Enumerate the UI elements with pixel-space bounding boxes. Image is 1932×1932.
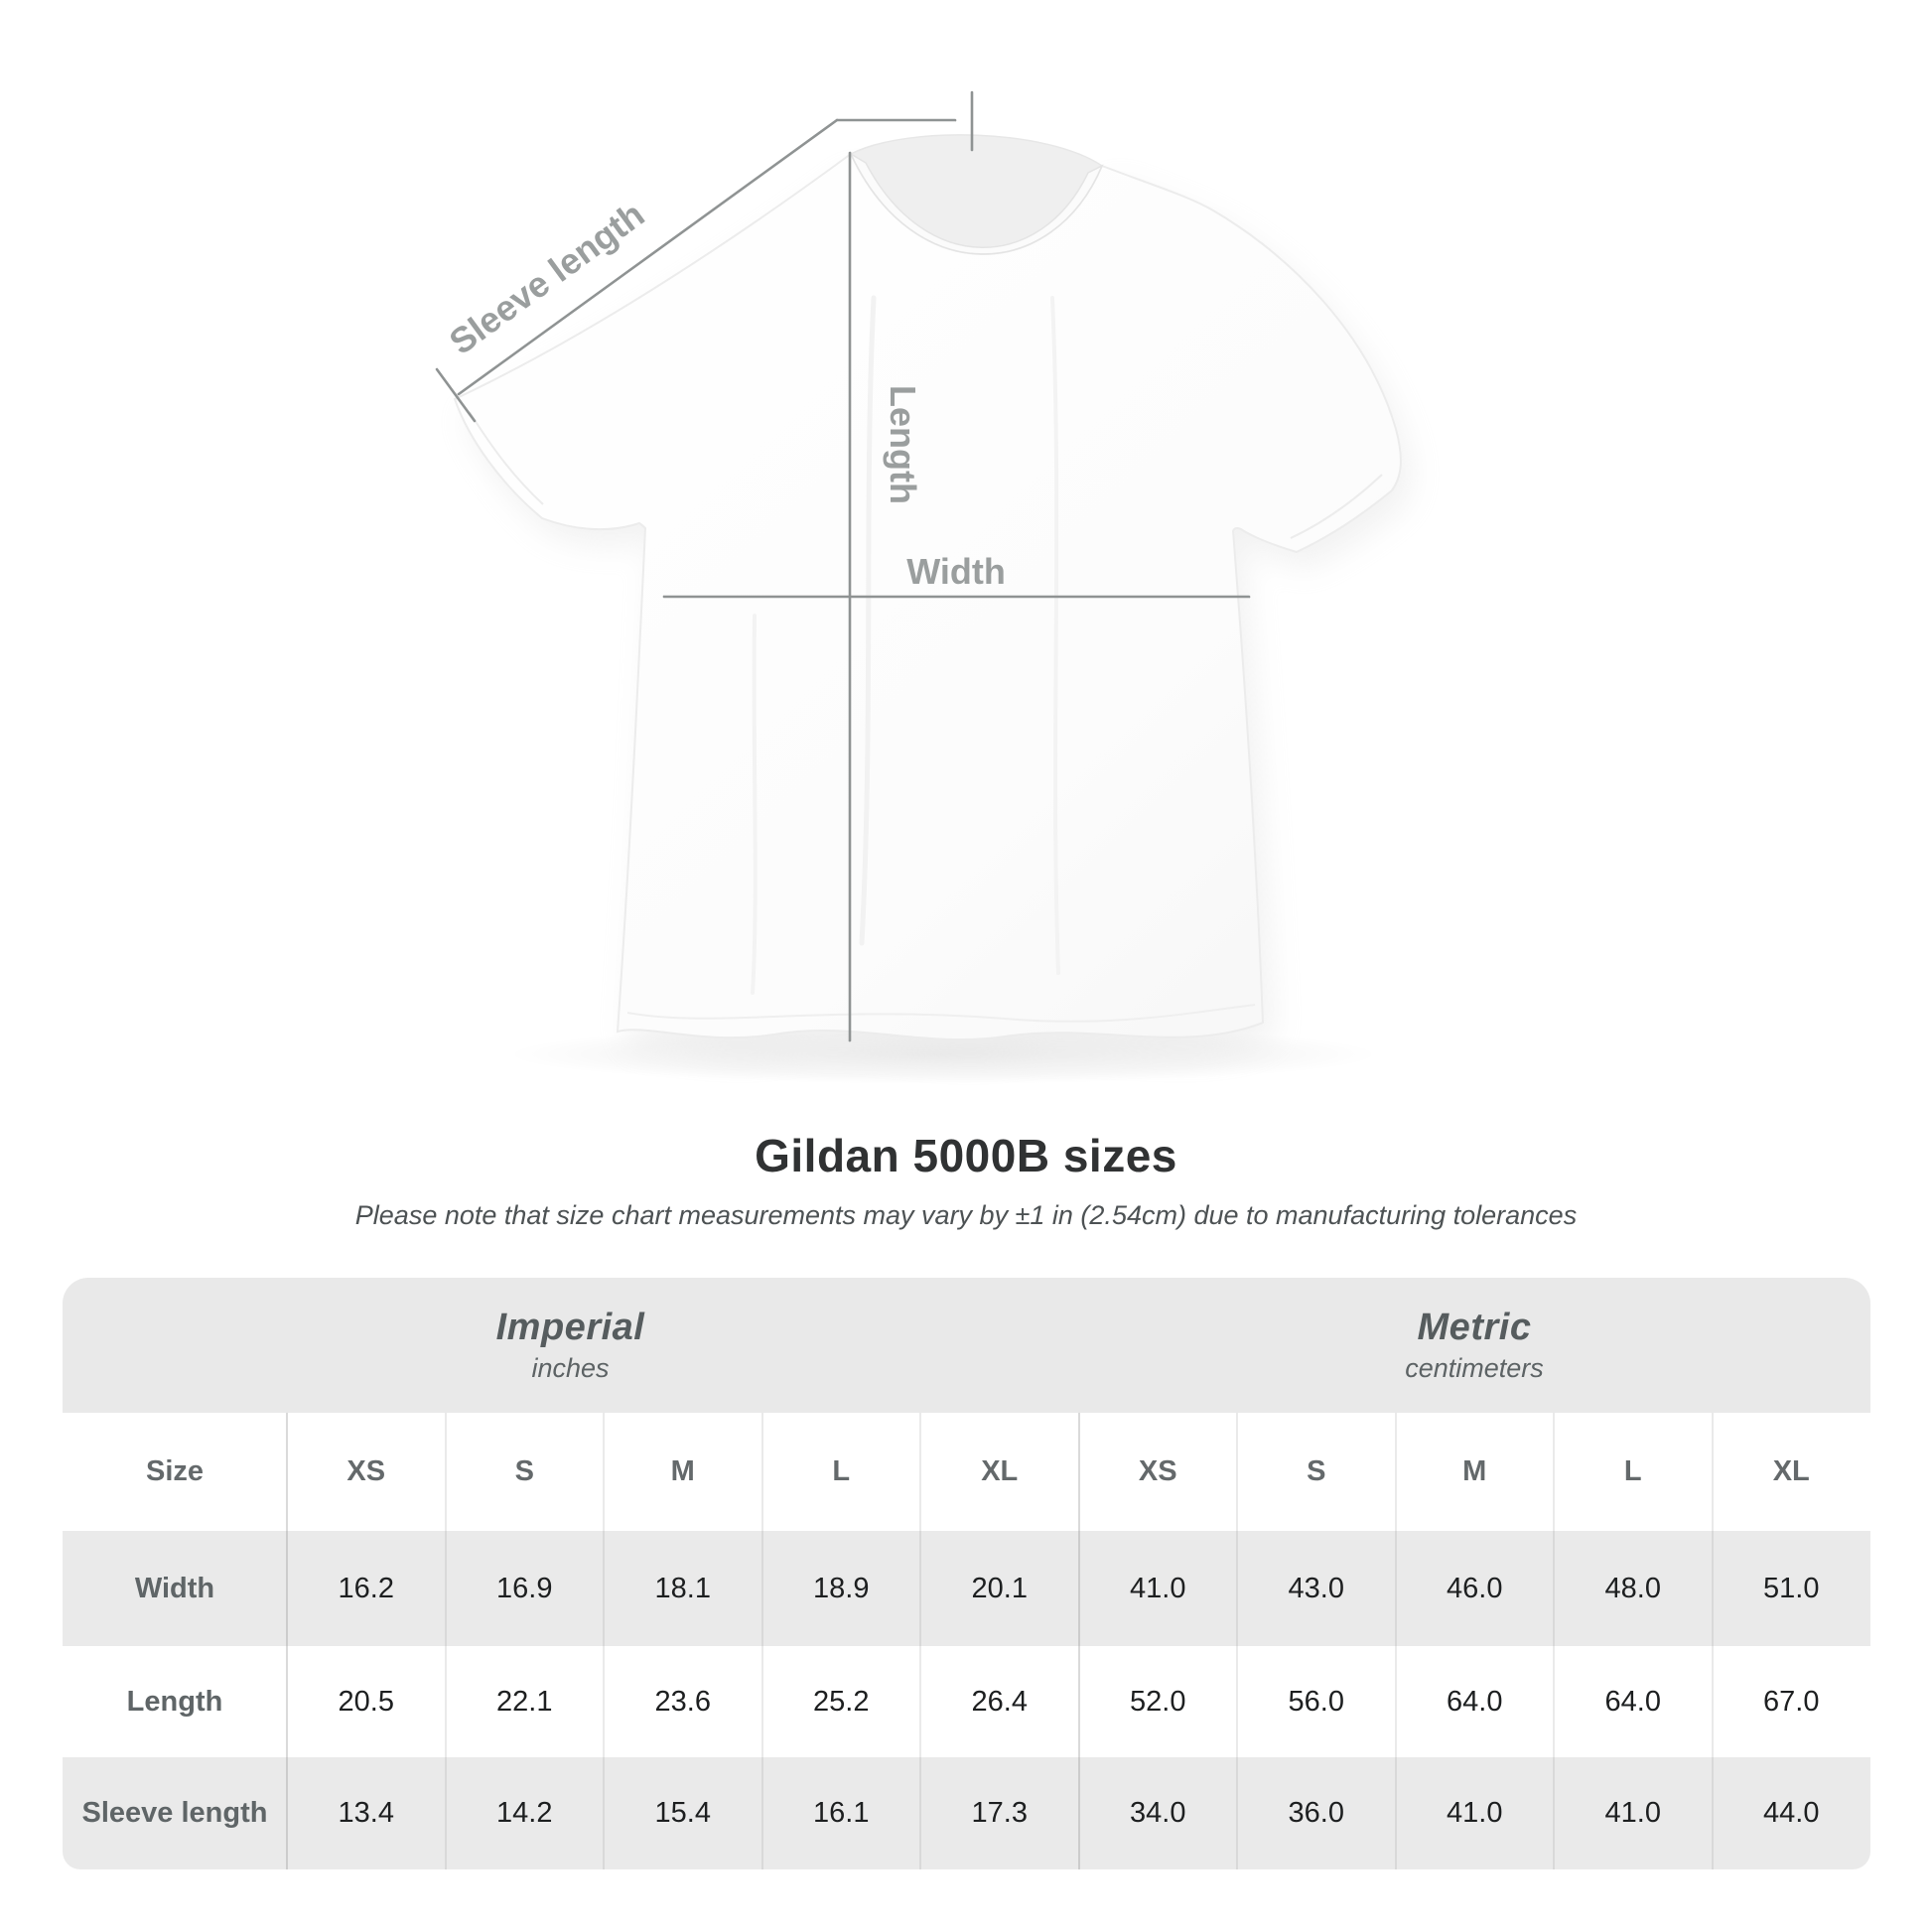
header-cell-metric-s: S [1307, 1455, 1326, 1487]
value-cell: 17.3 [971, 1797, 1028, 1829]
value-cell: 48.0 [1604, 1572, 1661, 1604]
row-label: Length [126, 1685, 223, 1718]
value-cell: 15.4 [654, 1797, 711, 1829]
value-cell: 56.0 [1288, 1685, 1344, 1718]
value-cell: 64.0 [1604, 1685, 1661, 1718]
value-cell: 22.1 [496, 1685, 553, 1718]
value-cell: 18.1 [654, 1572, 711, 1604]
imperial-section-unit: inches [531, 1353, 610, 1383]
length-label: Length [883, 385, 923, 504]
header-cell-imperial-s: S [514, 1455, 534, 1487]
imperial-section-header [63, 1278, 1078, 1413]
row-label: Width [134, 1572, 215, 1604]
corner-label: Size [145, 1455, 205, 1487]
imperial-section-name: Imperial [495, 1307, 645, 1348]
size-header-row [63, 1413, 1870, 1531]
value-cell: 34.0 [1130, 1797, 1186, 1829]
header-cell-metric-l: L [1623, 1455, 1642, 1487]
table-row-length [63, 1646, 1870, 1757]
metric-section-name: Metric [1417, 1307, 1532, 1348]
header-cell-imperial-l: L [832, 1455, 851, 1487]
unit-section-band [63, 1278, 1870, 1413]
value-cell: 13.4 [338, 1797, 394, 1829]
value-cell: 20.5 [338, 1685, 394, 1718]
value-cell: 64.0 [1447, 1685, 1503, 1718]
value-cell: 26.4 [971, 1685, 1028, 1718]
value-cell: 43.0 [1288, 1572, 1344, 1604]
value-cell: 25.2 [813, 1685, 870, 1718]
width-label: Width [906, 551, 1006, 592]
value-cell: 41.0 [1130, 1572, 1186, 1604]
table-row-sleeve-length [63, 1757, 1870, 1869]
value-cell: 52.0 [1130, 1685, 1186, 1718]
value-cell: 41.0 [1447, 1797, 1503, 1829]
value-cell: 23.6 [654, 1685, 711, 1718]
value-cell: 20.1 [971, 1572, 1028, 1604]
table-row-width [63, 1531, 1870, 1646]
size-table [63, 1278, 1870, 1869]
value-cell: 44.0 [1763, 1797, 1820, 1829]
header-cell-metric-xs: XS [1138, 1455, 1177, 1487]
header-cell-imperial-xs: XS [346, 1455, 386, 1487]
value-cell: 67.0 [1763, 1685, 1820, 1718]
header-cell-imperial-xl: XL [981, 1455, 1019, 1487]
tolerance-note: Please note that size chart measurements may vary by ±1 in (2.54cm) due to manufacturing tolerances [354, 1200, 1578, 1230]
value-cell: 51.0 [1763, 1572, 1820, 1604]
value-cell: 36.0 [1288, 1797, 1344, 1829]
wrinkle [753, 616, 756, 993]
header-cell-metric-xl: XL [1772, 1455, 1810, 1487]
sleeve-length-label: Sleeve length [441, 193, 652, 362]
value-cell: 16.1 [813, 1797, 870, 1829]
value-cell: 14.2 [496, 1797, 553, 1829]
page-title: Gildan 5000B sizes [755, 1130, 1177, 1181]
value-cell: 16.2 [338, 1572, 394, 1604]
value-cell: 18.9 [813, 1572, 870, 1604]
value-cell: 16.9 [496, 1572, 553, 1604]
metric-section-unit: centimeters [1405, 1353, 1544, 1383]
value-cell: 41.0 [1604, 1797, 1661, 1829]
header-cell-imperial-m: M [670, 1455, 695, 1487]
row-label: Sleeve length [81, 1797, 268, 1829]
metric-section-header [1078, 1278, 1870, 1413]
value-cell: 46.0 [1447, 1572, 1503, 1604]
header-cell-metric-m: M [1462, 1455, 1487, 1487]
